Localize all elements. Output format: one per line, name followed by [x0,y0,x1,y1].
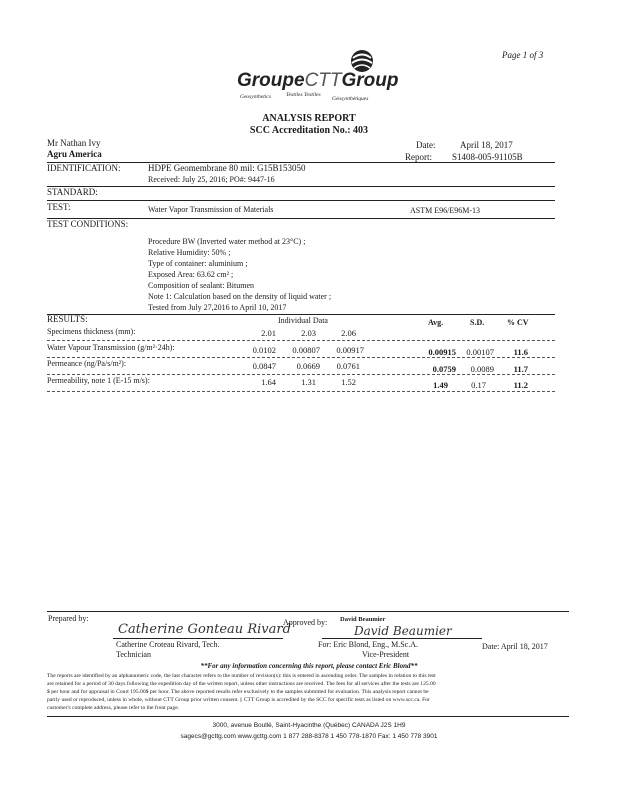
avg-value: 0.0759 [432,364,456,374]
approver-title: Vice-President [362,650,410,659]
logo-word-ctt: CTT [304,70,342,91]
approved-by-label: Approved by: [283,618,328,627]
avg-value: 0.00915 [428,347,456,357]
client-company: Agru America [47,149,102,159]
company-address: 3000, avenue Boullé, Saint-Hyacinthe (Québec) CANADA J2S 1H9 [212,722,406,729]
individual-value: 0.0847 [252,361,276,371]
disclaimer-line: customer's complete address, please refer to the front page. [47,705,180,711]
prepared-signature: Catherine Gonteau Rivard [118,622,291,637]
company-contact: sagecs@gcttg.com www.gcttg.com 1 877 288-8378 1 450 778-1870 Fax: 1 450 778 3901 [180,733,438,740]
cv-header: % CV [507,318,529,327]
logo-sub-right: Géosynthétiques [332,96,369,102]
logo-word-group: Group [341,70,399,91]
individual-data-header: Individual Data [278,316,328,325]
signature-line [322,638,482,639]
approval-date: Date: April 18, 2017 [482,642,548,651]
individual-value: 2.01 [261,328,276,338]
condition-line: Tested from July 27,2016 to April 10, 2017 [148,303,287,312]
individual-value: 2.06 [341,328,356,338]
conditions-label: TEST CONDITIONS: [47,219,129,229]
date-value: April 18, 2017 [460,140,513,150]
sd-value: 0.0089 [470,364,494,374]
disclaimer-line: partly used or reproduced, unless in whole, without CTT Group prior written consent. || CTT Group is accredited by the SCC for specific tests as listed on www.scc.ca. For [47,697,430,703]
report-label: Report: [405,152,432,162]
signature-line [113,638,283,639]
row-divider [47,374,555,375]
sd-value: 0.00107 [466,347,494,357]
condition-line: Note 1: Calculation based on the density of liquid water ; [148,292,332,301]
divider [47,611,569,612]
individual-value: 0.0102 [252,345,276,355]
avg-value: 1.49 [433,380,448,390]
disclaimer-line: The reports are identified by an alphanumeric code, the last character refers to the number of revision(s): this is entered in ascending order. The samples in relation to this test [47,673,436,679]
individual-value: 1.64 [261,377,276,387]
individual-value: 2.03 [301,328,316,338]
logo-word-groupe: Groupe [237,70,305,91]
condition-line: Composition of sealant: Bitumen [148,281,254,290]
prepared-by-label: Prepared by: [48,614,89,623]
identification-received: Received: July 25, 2016; PO#: 9447-16 [148,175,275,184]
row-divider [47,391,555,392]
test-name: Water Vapor Transmission of Materials [148,205,274,214]
approver-for-line: For: Eric Blond, Eng., M.Sc.A. [318,640,418,649]
test-label: TEST: [47,202,71,212]
row-label: Permeability, note 1 (E-15 m/s): [47,376,150,385]
disclaimer-text [47,672,436,712]
logo-sub-mid: Textiles Textiles [286,92,321,98]
cv-value: 11.7 [513,364,528,374]
divider [47,200,555,201]
client-contact: Mr Nathan Ivy [47,138,101,148]
identification-product: HDPE Geomembrane 80 mil: G15B153050 [148,163,306,173]
standard-label: STANDARD: [47,187,98,197]
cv-value: 11.2 [513,380,528,390]
test-method: ASTM E96/E96M-13 [410,206,480,215]
individual-value: 0.00807 [292,345,320,355]
report-title: ANALYSIS REPORT [262,113,356,124]
cv-value: 11.6 [513,347,528,357]
disclaimer-line: $ per hour and for appraisal in Court 195.00$ per hour. The above reported results refer exclusively to the samples submitted for evaluation. This analysis report cannot be [47,689,429,695]
sd-value: 0.17 [471,380,486,390]
condition-line: Type of container: aluminium ; [148,259,248,268]
row-divider [47,340,555,341]
contact-note: **For any information concerning this report, please contact Eric Blond** [200,662,418,670]
condition-line: Exposed Area: 63.62 cm² ; [148,270,234,279]
prepared-name: Catherine Croteau Rivard, Tech. [116,640,220,649]
disclaimer-line: are retained for a period of 30 days following the expedition day of the written report, unless other instructions are received. The fees for all services after the tests are 125.00 [47,681,436,687]
approved-name-small: David Beaumier [340,616,386,623]
avg-header: Avg. [428,318,444,327]
divider [47,186,555,187]
individual-value: 1.52 [341,377,356,387]
divider [47,314,555,315]
individual-value: 0.0761 [336,361,360,371]
divider [47,716,569,717]
accreditation-number: SCC Accreditation No.: 403 [249,125,369,136]
individual-value: 1.31 [301,377,316,387]
row-label: Permeance (ng/Pa/s/m²): [47,359,127,368]
prepared-title: Technician [116,650,151,659]
results-label: RESULTS: [47,314,88,324]
page-number: Page 1 of 3 [502,50,544,60]
logo-sub-left: Geosynthetics [240,94,271,100]
date-label: Date: [416,140,436,150]
identification-label: IDENTIFICATION: [47,163,121,173]
row-label: Specimens thickness (mm): [47,327,136,336]
condition-line: Relative Humidity: 50% ; [148,248,231,257]
individual-value: 0.0669 [296,361,320,371]
row-divider [47,357,555,358]
approved-signature: David Beaumier [354,624,452,638]
row-label: Water Vapour Transmission (g/m²·24h): [47,343,175,352]
report-value: S1408-005-91105B [452,152,523,162]
individual-value: 0.00917 [336,345,364,355]
logo-wordmark [237,70,399,92]
condition-line: Procedure BW (Inverted water method at 23°C) ; [148,237,306,246]
sd-header: S.D. [470,318,485,327]
